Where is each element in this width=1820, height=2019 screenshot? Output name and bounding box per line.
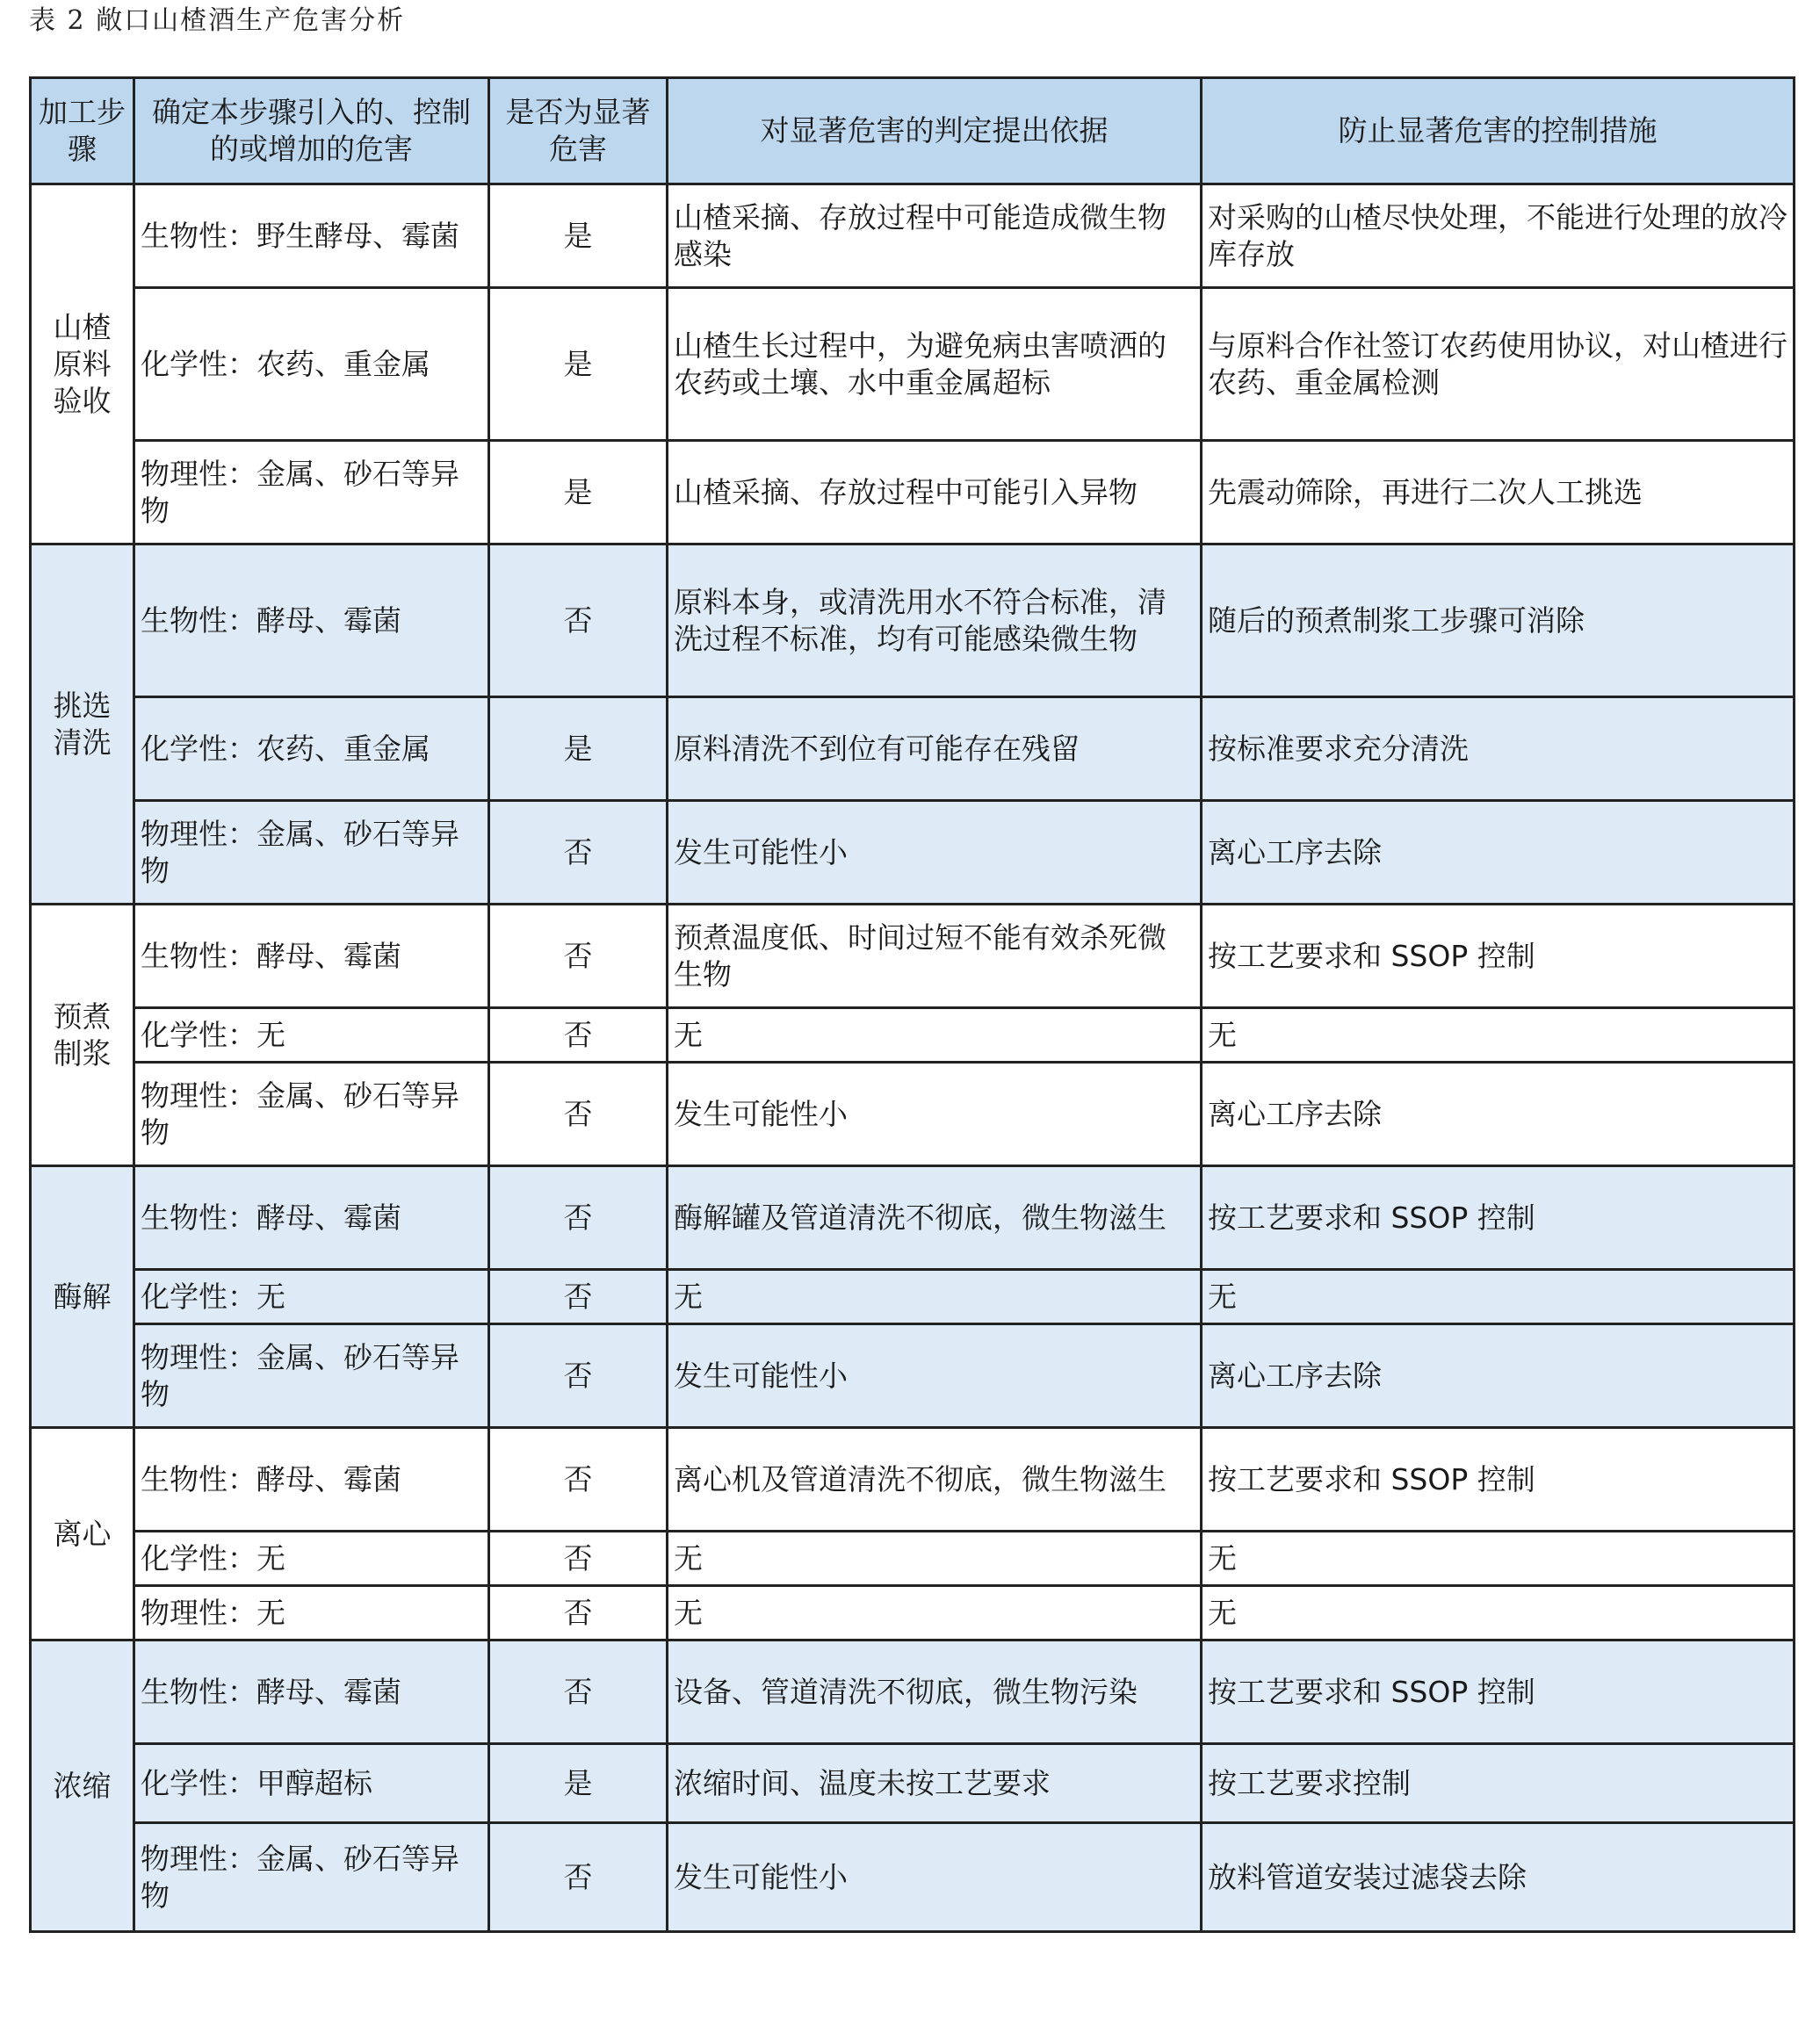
significant-cell: 是 [489,1744,668,1823]
header-step: 加工步骤 [31,78,134,184]
header-significant: 是否为显著危害 [489,78,668,184]
basis-cell: 设备、管道清洗不彻底，微生物污染 [668,1640,1202,1744]
basis-cell: 无 [668,1586,1202,1640]
basis-cell: 无 [668,1270,1202,1324]
hazard-cell: 生物性：酵母、霉菌 [134,1640,489,1744]
significant-cell: 否 [489,1270,668,1324]
table-row [31,1586,1795,1640]
hazard-cell: 物理性：金属、砂石等异物 [134,1063,489,1166]
basis-cell: 发生可能性小 [668,1823,1202,1932]
control-cell: 先震动筛除，再进行二次人工挑选 [1202,441,1795,544]
control-cell: 与原料合作社签订农药使用协议，对山楂进行农药、重金属检测 [1202,288,1795,441]
basis-cell: 预煮温度低、时间过短不能有效杀死微生物 [668,905,1202,1008]
control-cell: 按工艺要求和 SSOP 控制 [1202,1428,1795,1532]
basis-cell: 山楂采摘、存放过程中可能引入异物 [668,441,1202,544]
step-cell: 山楂原料验收 [31,184,134,544]
table-row [31,1324,1795,1428]
significant-cell: 是 [489,441,668,544]
table-row [31,801,1795,905]
control-cell: 按工艺要求控制 [1202,1744,1795,1823]
significant-cell: 否 [489,1823,668,1932]
table-row [31,697,1795,801]
step-cell: 浓缩 [31,1640,134,1932]
significant-cell: 是 [489,184,668,288]
table-header-row [31,78,1795,184]
basis-cell: 山楂生长过程中，为避免病虫害喷洒的农药或土壤、水中重金属超标 [668,288,1202,441]
control-cell: 无 [1202,1008,1795,1063]
step-cell: 离心 [31,1428,134,1640]
significant-cell: 否 [489,1532,668,1586]
hazard-cell: 化学性：甲醇超标 [134,1744,489,1823]
basis-cell: 发生可能性小 [668,1063,1202,1166]
hazard-cell: 化学性：无 [134,1532,489,1586]
hazard-cell: 化学性：农药、重金属 [134,697,489,801]
significant-cell: 否 [489,905,668,1008]
header-basis: 对显著危害的判定提出依据 [668,78,1202,184]
hazard-cell: 生物性：酵母、霉菌 [134,1428,489,1532]
table-row [31,1532,1795,1586]
table-row [31,1744,1795,1823]
significant-cell: 否 [489,1166,668,1270]
table-row [31,1640,1795,1744]
control-cell: 无 [1202,1586,1795,1640]
hazard-cell: 生物性：酵母、霉菌 [134,544,489,697]
significant-cell: 是 [489,697,668,801]
hazard-cell: 生物性：酵母、霉菌 [134,905,489,1008]
control-cell: 无 [1202,1532,1795,1586]
hazard-cell: 物理性：金属、砂石等异物 [134,1324,489,1428]
basis-cell: 无 [668,1532,1202,1586]
table-row [31,184,1795,288]
table-row [31,1008,1795,1063]
table-row [31,1063,1795,1166]
hazard-cell: 物理性：无 [134,1586,489,1640]
basis-cell: 离心机及管道清洗不彻底，微生物滋生 [668,1428,1202,1532]
significant-cell: 否 [489,1063,668,1166]
table-row [31,441,1795,544]
hazard-cell: 物理性：金属、砂石等异物 [134,1823,489,1932]
control-cell: 按工艺要求和 SSOP 控制 [1202,1166,1795,1270]
significant-cell: 否 [489,1586,668,1640]
step-cell: 预煮制浆 [31,905,134,1166]
header-control: 防止显著危害的控制措施 [1202,78,1795,184]
control-cell: 无 [1202,1270,1795,1324]
significant-cell: 否 [489,1428,668,1532]
basis-cell: 发生可能性小 [668,801,1202,905]
control-cell: 按工艺要求和 SSOP 控制 [1202,905,1795,1008]
step-cell: 挑选清洗 [31,544,134,905]
basis-cell: 酶解罐及管道清洗不彻底，微生物滋生 [668,1166,1202,1270]
basis-cell: 浓缩时间、温度未按工艺要求 [668,1744,1202,1823]
basis-cell: 原料清洗不到位有可能存在残留 [668,697,1202,801]
control-cell: 离心工序去除 [1202,801,1795,905]
hazard-analysis-table [29,76,1795,1933]
hazard-cell: 化学性：农药、重金属 [134,288,489,441]
significant-cell: 否 [489,1640,668,1744]
hazard-cell: 生物性：野生酵母、霉菌 [134,184,489,288]
significant-cell: 否 [489,801,668,905]
control-cell: 离心工序去除 [1202,1324,1795,1428]
basis-cell: 无 [668,1008,1202,1063]
table-row [31,905,1795,1008]
control-cell: 随后的预煮制浆工步骤可消除 [1202,544,1795,697]
table-caption: 表 2 敞口山楂酒生产危害分析 [29,5,406,36]
hazard-cell: 化学性：无 [134,1270,489,1324]
table-row [31,1166,1795,1270]
significant-cell: 否 [489,1008,668,1063]
basis-cell: 原料本身，或清洗用水不符合标准，清洗过程不标准，均有可能感染微生物 [668,544,1202,697]
table-row [31,1428,1795,1532]
basis-cell: 山楂采摘、存放过程中可能造成微生物感染 [668,184,1202,288]
significant-cell: 否 [489,1324,668,1428]
control-cell: 按工艺要求和 SSOP 控制 [1202,1640,1795,1744]
hazard-cell: 生物性：酵母、霉菌 [134,1166,489,1270]
significant-cell: 否 [489,544,668,697]
control-cell: 离心工序去除 [1202,1063,1795,1166]
control-cell: 按标准要求充分清洗 [1202,697,1795,801]
table-row [31,1270,1795,1324]
step-cell: 酶解 [31,1166,134,1428]
control-cell: 放料管道安装过滤袋去除 [1202,1823,1795,1932]
hazard-cell: 物理性：金属、砂石等异物 [134,801,489,905]
table-row [31,544,1795,697]
header-hazard: 确定本步骤引入的、控制的或增加的危害 [134,78,489,184]
basis-cell: 发生可能性小 [668,1324,1202,1428]
control-cell: 对采购的山楂尽快处理，不能进行处理的放冷库存放 [1202,184,1795,288]
hazard-cell: 化学性：无 [134,1008,489,1063]
significant-cell: 是 [489,288,668,441]
hazard-cell: 物理性：金属、砂石等异物 [134,441,489,544]
table-row [31,1823,1795,1932]
table-row [31,288,1795,441]
